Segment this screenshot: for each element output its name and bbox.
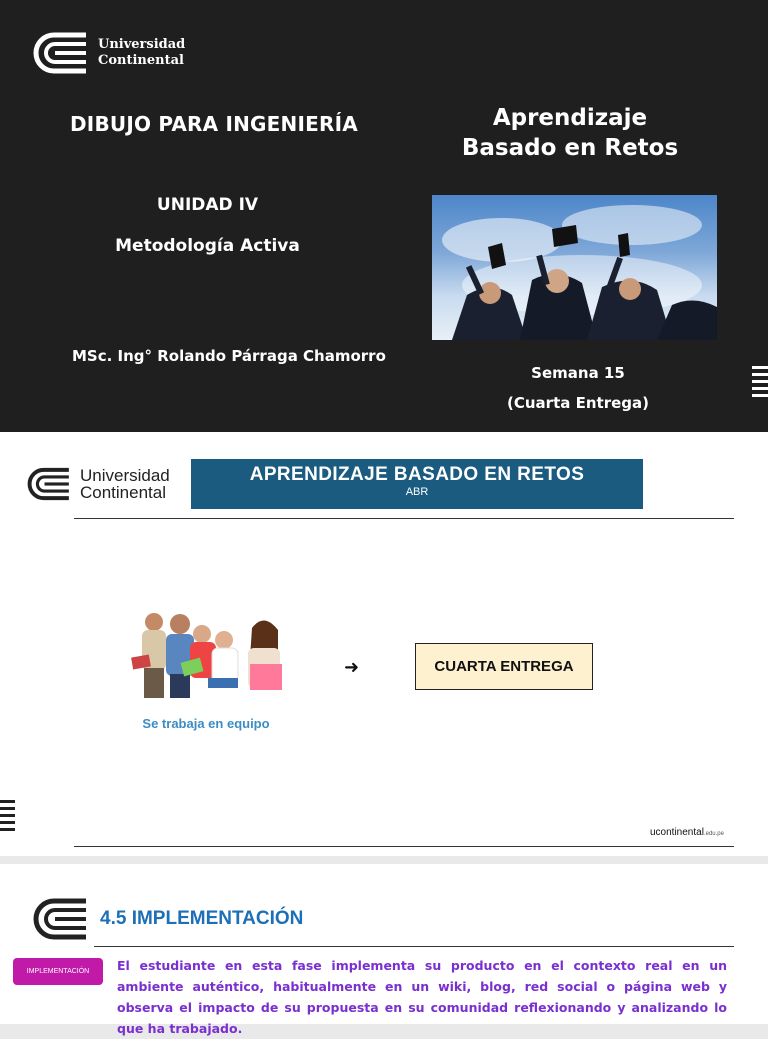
delivery-box: CUARTA ENTREGA [415, 643, 593, 690]
decorative-stripes-left [0, 800, 15, 831]
logo-line2: Continental [98, 53, 184, 68]
university-logo-s3 [34, 898, 90, 944]
decorative-stripes [752, 366, 768, 397]
website-label [650, 827, 724, 838]
divider-top [74, 518, 734, 519]
section-title: 4.5 IMPLEMENTACIÓN [100, 908, 304, 929]
methodology-label: Metodología Activa [115, 236, 300, 256]
university-logo-light [28, 467, 170, 501]
graduates-photo [432, 195, 717, 340]
course-title: DIBUJO PARA INGENIERÍA [70, 112, 358, 136]
abr-banner [191, 459, 643, 509]
week-label: Semana 15 [531, 364, 625, 382]
site-suffix: .edu.pe [703, 831, 724, 837]
continental-logo-icon [34, 32, 90, 74]
author-name: MSc. Ing° Rolando Párraga Chamorro [72, 347, 386, 365]
continental-logo-icon [34, 898, 90, 940]
logo-line1: Universidad [98, 37, 186, 52]
implementation-description: El estudiante en esta fase implementa su producto en el contexto real en un ambiente auténtico, habitualmente en un wiki, blog, red social o página web y observa el impacto de su propuesta en su comunidad reflexionando y analizando lo que ha trabajado. [117, 958, 727, 1036]
divider-s3 [94, 946, 734, 947]
abr-title-line1: Aprendizaje [492, 105, 648, 131]
banner-title: APRENDIZAJE BASADO EN RETOS [249, 464, 585, 485]
implementation-badge: IMPLEMENTACIÓN [13, 958, 103, 985]
title-slide [0, 0, 768, 432]
continental-logo-icon [28, 467, 72, 501]
divider-bottom [74, 846, 734, 847]
banner-subtitle: ABR [405, 486, 429, 498]
team-caption: Se trabaja en equipo [142, 716, 270, 731]
arrow-right-icon: ➜ [344, 657, 360, 678]
university-logo [34, 32, 185, 74]
unit-label: UNIDAD IV [156, 195, 259, 215]
logo-line1: Universidad [80, 466, 170, 485]
abr-title-line2: Basado en Retos [461, 135, 679, 161]
abr-title [440, 103, 700, 163]
team-photo [124, 608, 292, 700]
delivery-label: (Cuarta Entrega) [507, 394, 649, 412]
logo-line2: Continental [80, 483, 167, 502]
site-main: ucontinental [650, 827, 704, 838]
